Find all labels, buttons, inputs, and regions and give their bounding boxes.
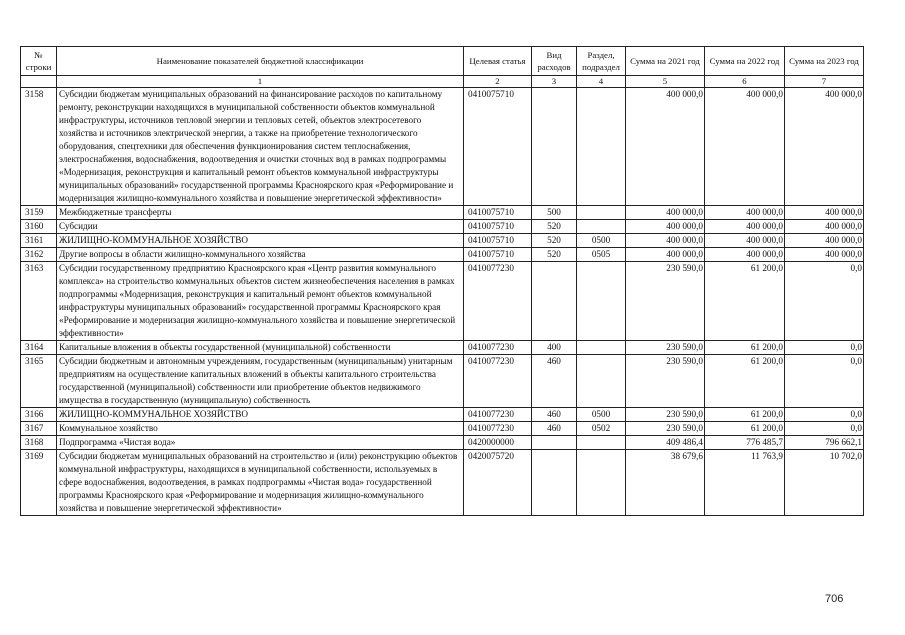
- cell-sum-2023: 796 662,1: [785, 436, 864, 450]
- cell-name: ЖИЛИЩНО-КОММУНАЛЬНОЕ ХОЗЯЙСТВО: [57, 408, 464, 422]
- header-target-article: Целевая статья: [464, 47, 532, 76]
- cell-sum-2021: 230 590,0: [626, 355, 705, 408]
- cell-expense-kind: [532, 450, 577, 516]
- cell-sum-2023: 400 000,0: [785, 234, 864, 248]
- cell-row-number: 3165: [21, 355, 57, 408]
- cell-row-number: 3158: [21, 88, 57, 206]
- cell-row-number: 3169: [21, 450, 57, 516]
- cell-expense-kind: 520: [532, 220, 577, 234]
- cell-sum-2023: 0,0: [785, 422, 864, 436]
- cell-expense-kind: [532, 88, 577, 206]
- cell-row-number: 3164: [21, 341, 57, 355]
- table-row: [21, 206, 864, 220]
- cell-sum-2021: 230 590,0: [626, 408, 705, 422]
- table-row: [21, 88, 864, 206]
- cell-sum-2022: 400 000,0: [705, 206, 785, 220]
- cell-row-number: 3163: [21, 262, 57, 341]
- cell-row-number: 3160: [21, 220, 57, 234]
- cell-sum-2022: 400 000,0: [705, 220, 785, 234]
- table-row: [21, 408, 864, 422]
- header-row-number: № строки: [21, 47, 57, 76]
- cell-section: [577, 220, 626, 234]
- cell-name: Межбюджетные трансферты: [57, 206, 464, 220]
- cell-expense-kind: 500: [532, 206, 577, 220]
- cell-row-number: 3162: [21, 248, 57, 262]
- cell-row-number: 3159: [21, 206, 57, 220]
- header-expense-kind: Вид расходов: [532, 47, 577, 76]
- cell-target-article: 0410075710: [464, 220, 532, 234]
- cell-sum-2022: 61 200,0: [705, 341, 785, 355]
- cell-target-article: 0410075710: [464, 234, 532, 248]
- cell-section: [577, 450, 626, 516]
- cell-expense-kind: [532, 436, 577, 450]
- cell-sum-2022: 61 200,0: [705, 422, 785, 436]
- cell-name: Субсидии бюджетным и автономным учреждениям, государственным (муниципальным) унитарным предприятиям на осуществление капитальных вложений в объекты капитального строительства государственной (муниципальной) собственности или приобретение объектов недвижимого имущества в государственную (муниципальную) собственность: [57, 355, 464, 408]
- cell-name: Коммунальное хозяйство: [57, 422, 464, 436]
- cell-sum-2021: 400 000,0: [626, 88, 705, 206]
- cell-sum-2022: 776 485,7: [705, 436, 785, 450]
- cell-expense-kind: 460: [532, 408, 577, 422]
- cell-section: 0502: [577, 422, 626, 436]
- column-number: 2: [464, 76, 532, 88]
- cell-sum-2022: 400 000,0: [705, 248, 785, 262]
- cell-sum-2023: 10 702,0: [785, 450, 864, 516]
- cell-section: 0505: [577, 248, 626, 262]
- cell-name: Субсидии бюджетам муниципальных образований на финансирование расходов по капитальному ремонту, реконструкции находящихся в муниципальной собственности объектов коммунальной инфраструктуры, источников тепловой энергии и тепловых сетей, объектов электросетевого хозяйства и источников электрической энергии, а также на приобретение технологического оборудования, спецтехники для обеспечения функционирования систем теплоснабжения, электроснабжения, водоснабжения, водоотведения и очистки сточных вод в рамках подпрограммы «Модернизация, реконструкция и капитальный ремонт объектов коммунальной инфраструктуры муниципальных образований» государственной программы Красноярского края «Реформирование и модернизация жилищно-коммунального хозяйства и повышение энергетической эффективности»: [57, 88, 464, 206]
- budget-table: [20, 46, 864, 516]
- cell-target-article: 0410077230: [464, 341, 532, 355]
- cell-target-article: 0420075720: [464, 450, 532, 516]
- cell-name: Капитальные вложения в объекты государственной (муниципальной) собственности: [57, 341, 464, 355]
- cell-target-article: 0420000000: [464, 436, 532, 450]
- cell-name: Субсидии: [57, 220, 464, 234]
- column-number: 3: [532, 76, 577, 88]
- cell-sum-2023: 400 000,0: [785, 88, 864, 206]
- cell-sum-2023: 400 000,0: [785, 220, 864, 234]
- cell-sum-2021: 409 486,4: [626, 436, 705, 450]
- cell-target-article: 0410077230: [464, 408, 532, 422]
- cell-target-article: 0410077230: [464, 355, 532, 408]
- table-row: [21, 234, 864, 248]
- cell-expense-kind: 460: [532, 355, 577, 408]
- cell-target-article: 0410075710: [464, 206, 532, 220]
- table-row: [21, 450, 864, 516]
- cell-expense-kind: 520: [532, 234, 577, 248]
- cell-expense-kind: [532, 262, 577, 341]
- cell-row-number: 3167: [21, 422, 57, 436]
- header-sum-2022: Сумма на 2022 год: [705, 47, 785, 76]
- cell-section: 0500: [577, 408, 626, 422]
- table-row: [21, 262, 864, 341]
- cell-sum-2021: 400 000,0: [626, 220, 705, 234]
- cell-sum-2021: 400 000,0: [626, 248, 705, 262]
- cell-target-article: 0410075710: [464, 248, 532, 262]
- page-number: 706: [825, 593, 844, 605]
- cell-expense-kind: 520: [532, 248, 577, 262]
- cell-sum-2022: 61 200,0: [705, 355, 785, 408]
- column-number: 6: [705, 76, 785, 88]
- column-number: 5: [626, 76, 705, 88]
- cell-section: 0500: [577, 234, 626, 248]
- cell-target-article: 0410077230: [464, 262, 532, 341]
- cell-section: [577, 88, 626, 206]
- header-section: Раздел, подраздел: [577, 47, 626, 76]
- cell-sum-2022: 400 000,0: [705, 88, 785, 206]
- cell-row-number: 3168: [21, 436, 57, 450]
- column-number: 4: [577, 76, 626, 88]
- table-row: [21, 436, 864, 450]
- cell-section: [577, 262, 626, 341]
- cell-sum-2022: 400 000,0: [705, 234, 785, 248]
- table-row: [21, 355, 864, 408]
- cell-sum-2023: 0,0: [785, 355, 864, 408]
- cell-sum-2021: 230 590,0: [626, 341, 705, 355]
- column-number: 1: [57, 76, 464, 88]
- header-sum-2021: Сумма на 2021 год: [626, 47, 705, 76]
- table-row: [21, 422, 864, 436]
- cell-section: [577, 206, 626, 220]
- cell-sum-2023: 400 000,0: [785, 206, 864, 220]
- cell-section: [577, 341, 626, 355]
- cell-sum-2022: 61 200,0: [705, 262, 785, 341]
- table-row: [21, 220, 864, 234]
- cell-sum-2023: 0,0: [785, 341, 864, 355]
- cell-sum-2021: 400 000,0: [626, 234, 705, 248]
- header-name: Наименование показателей бюджетной классификации: [57, 47, 464, 76]
- cell-name: Субсидии бюджетам муниципальных образований на строительство и (или) реконструкцию объектов коммунальной инфраструктуры, находящихся в муниципальной собственности, используемых в сфере водоснабжения, водоотведения, в рамках подпрограммы «Чистая вода» государственной программы Красноярского края «Реформирование и модернизация жилищно-коммунального хозяйства и повышение энергетической эффективности»: [57, 450, 464, 516]
- cell-sum-2021: 230 590,0: [626, 422, 705, 436]
- cell-name: Субсидии государственному предприятию Красноярского края «Центр развития коммунального комплекса» на строительство коммунальных объектов систем жизнеобеспечения населения в рамках подпрограммы «Модернизация, реконструкция и капитальный ремонт объектов коммунальной инфраструктуры муниципальных образований» государственной программы Красноярского края «Реформирование и модернизация жилищно-коммунального хозяйства и повышение энергетической эффективности»: [57, 262, 464, 341]
- cell-expense-kind: 400: [532, 341, 577, 355]
- cell-name: ЖИЛИЩНО-КОММУНАЛЬНОЕ ХОЗЯЙСТВО: [57, 234, 464, 248]
- table-body: [21, 88, 864, 516]
- cell-name: Другие вопросы в области жилищно-коммунального хозяйства: [57, 248, 464, 262]
- header-sum-2023: Сумма на 2023 год: [785, 47, 864, 76]
- table-row: [21, 341, 864, 355]
- cell-target-article: 0410075710: [464, 88, 532, 206]
- cell-name: Подпрограмма «Чистая вода»: [57, 436, 464, 450]
- cell-target-article: 0410077230: [464, 422, 532, 436]
- header-row: [21, 47, 864, 76]
- cell-sum-2023: 0,0: [785, 262, 864, 341]
- cell-sum-2021: 230 590,0: [626, 262, 705, 341]
- cell-section: [577, 436, 626, 450]
- cell-row-number: 3161: [21, 234, 57, 248]
- cell-sum-2021: 38 679,6: [626, 450, 705, 516]
- column-number: 7: [785, 76, 864, 88]
- table-row: [21, 248, 864, 262]
- cell-sum-2022: 61 200,0: [705, 408, 785, 422]
- cell-sum-2023: 0,0: [785, 408, 864, 422]
- column-number-blank: [21, 76, 57, 88]
- cell-sum-2022: 11 763,9: [705, 450, 785, 516]
- cell-sum-2021: 400 000,0: [626, 206, 705, 220]
- cell-row-number: 3166: [21, 408, 57, 422]
- cell-section: [577, 355, 626, 408]
- column-number-row: [21, 76, 864, 88]
- cell-expense-kind: 460: [532, 422, 577, 436]
- cell-sum-2023: 400 000,0: [785, 248, 864, 262]
